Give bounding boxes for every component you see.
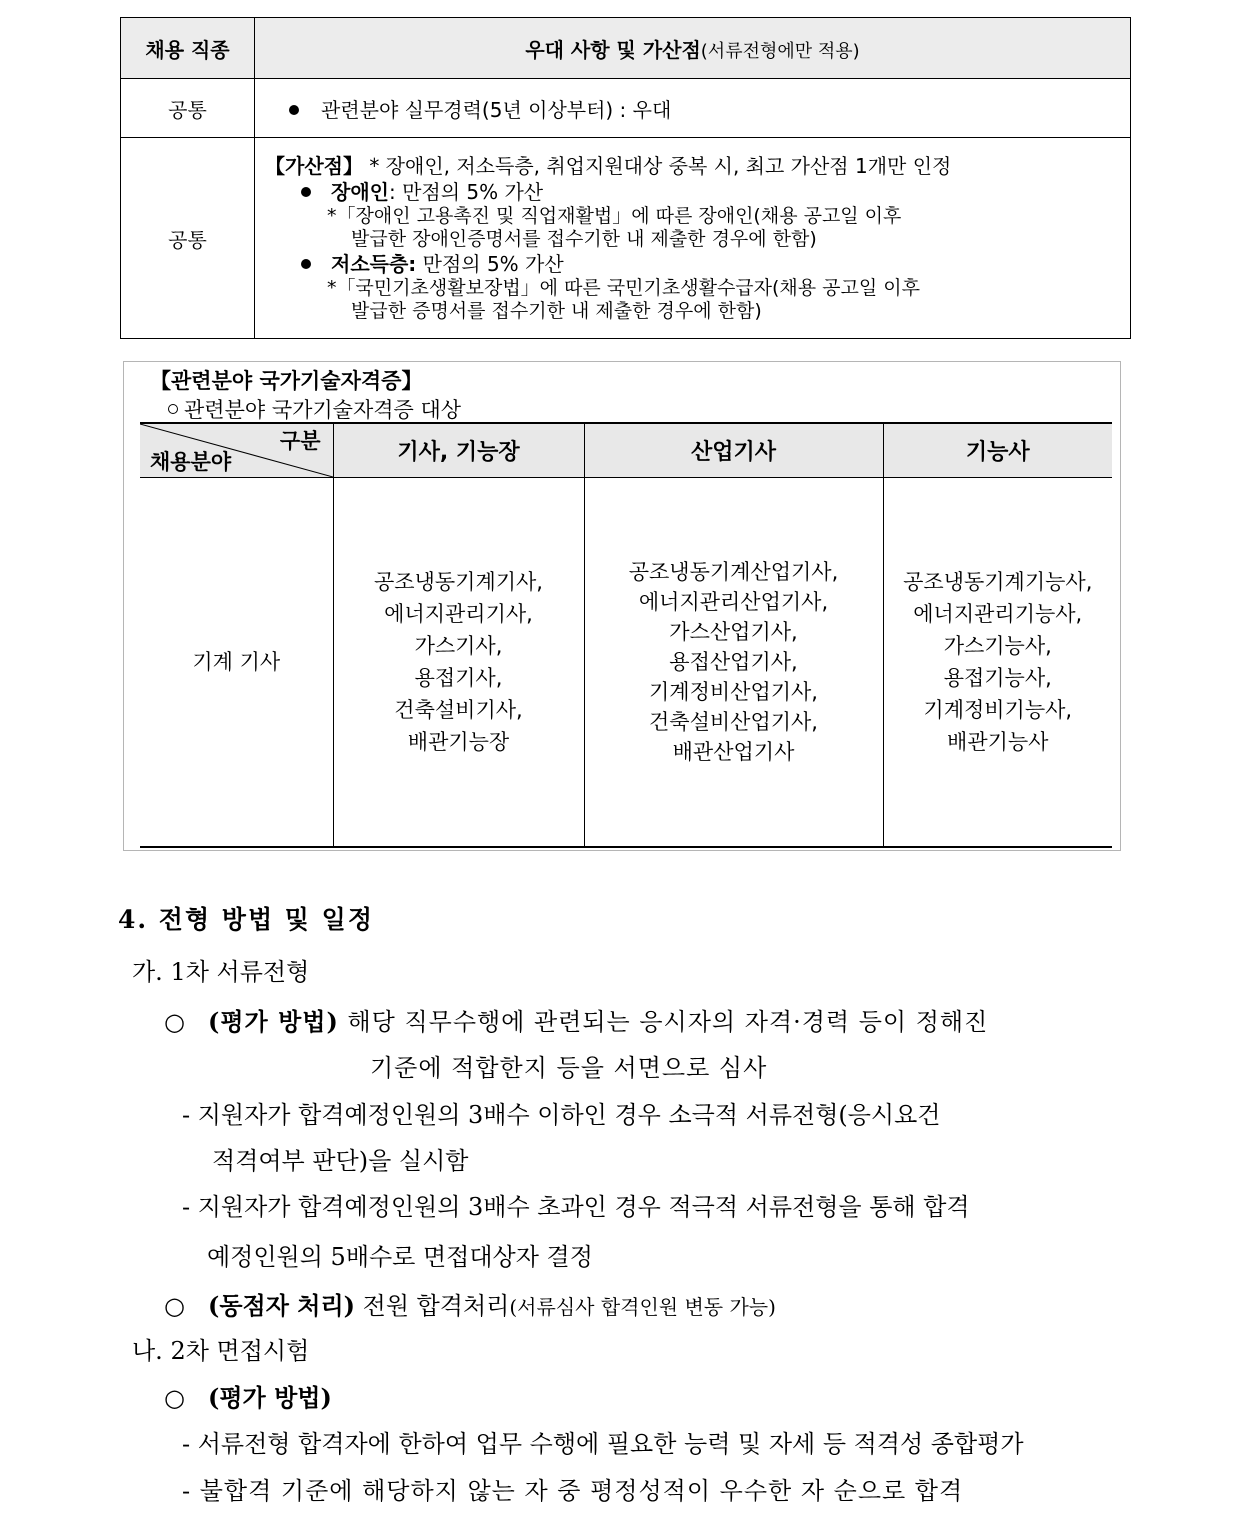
b-eval-line — [164, 1378, 332, 1413]
list-item: 기계정비산업기사, — [649, 680, 818, 704]
disabled-label: 장애인 — [331, 180, 389, 204]
circle-bullet-icon: ○ — [164, 1384, 185, 1412]
row2-category: 공통 — [121, 138, 255, 339]
craftsman-list — [883, 478, 1112, 848]
list-item: 공조냉동기계산업기사, — [628, 560, 839, 584]
certificate-table — [140, 422, 1112, 848]
list-item: 용접산업기사, — [669, 650, 798, 674]
header-preference-bold: 우대 사항 및 가산점 — [525, 37, 701, 62]
disabled-note-2: 발급한 장애인증명서를 접수기한 내 제출한 경우에 한함) — [351, 228, 817, 250]
subsection-a-title: 가. 1차 서류전형 — [132, 958, 310, 986]
bullet-icon — [289, 105, 299, 115]
low-income-text: 만점의 5% 가산 — [416, 252, 564, 276]
certificate-box — [123, 361, 1121, 851]
a-tie-label: (동점자 처리) — [208, 1291, 355, 1320]
certificate-table-row — [140, 478, 1112, 848]
row1-item: 관련분야 실무경력(5년 이상부터) : 우대 — [321, 97, 672, 122]
list-item: 건축설비기사, — [394, 698, 523, 722]
corner-label-top: 구분 — [279, 429, 321, 453]
corner-label-bottom: 채용분야 — [150, 450, 232, 474]
list-item: 가스산업기사, — [669, 620, 798, 644]
a-eval-label: (평가 방법) — [208, 1007, 339, 1036]
industrial-engineer-list — [584, 478, 883, 848]
header-preference-note: (서류전형에만 적용) — [700, 40, 860, 62]
column-header-engineer: 기사, 기능장 — [333, 423, 584, 478]
certificate-subtitle — [168, 394, 461, 424]
a-tie-text: 전원 합격처리 — [355, 1292, 510, 1320]
certificate-title: 【관련분야 국가기술자격증】 — [150, 369, 423, 393]
list-item: 공조냉동기계기능사, — [903, 570, 1093, 594]
list-item: 기계정비기능사, — [923, 698, 1073, 722]
list-item: 배관산업기사 — [672, 740, 795, 764]
bonus-title-note: * 장애인, 저소득층, 취업지원대상 중복 시, 최고 가산점 1개만 인정 — [369, 154, 952, 178]
certificate-subtitle-text: 관련분야 국가기술자격증 대상 — [184, 398, 462, 422]
a-eval-line-1 — [164, 1002, 988, 1037]
a-dash-2-line-1: - 지원자가 합격예정인원의 3배수 초과인 경우 적극적 서류전형을 통해 합격 — [182, 1193, 970, 1221]
column-header-craftsman: 기능사 — [883, 423, 1112, 478]
row1-category: 공통 — [121, 79, 255, 138]
b-dash-2: - 불합격 기준에 해당하지 않는 자 중 평정성적이 우수한 자 순으로 합격 — [182, 1477, 964, 1505]
engineer-list — [333, 478, 584, 848]
list-item: 에너지관리기능사, — [913, 602, 1083, 626]
section-heading: 4. 전형 방법 및 일정 — [118, 905, 374, 934]
disabled-note-1: *「장애인 고용촉진 및 직업재활법」에 따른 장애인(채용 공고일 이후 — [327, 205, 902, 227]
a-eval-text-1: 해당 직무수행에 관련되는 응시자의 자격·경력 등이 정해진 — [347, 1008, 989, 1036]
preference-table — [120, 17, 1131, 339]
list-item: 공조냉동기계기사, — [374, 570, 543, 594]
list-item: 에너지관리기사, — [384, 602, 533, 626]
bullet-icon — [301, 259, 311, 269]
list-item: 배관기능사 — [947, 730, 1049, 754]
low-income-label: 저소득층: — [331, 252, 417, 276]
preference-row-2 — [121, 138, 1131, 339]
list-item: 건축설비산업기사, — [649, 710, 818, 734]
disabled-text: : 만점의 5% 가산 — [388, 180, 544, 204]
subsection-b-title: 나. 2차 면접시험 — [132, 1337, 310, 1365]
circle-bullet-icon: ○ — [164, 1008, 186, 1036]
row1-content — [255, 79, 1131, 138]
header-preference — [255, 18, 1131, 79]
header-job-type: 채용 직종 — [121, 18, 255, 79]
circle-bullet-icon: ○ — [164, 1292, 185, 1320]
low-income-note-1: *「국민기초생활보장법」에 따른 국민기초생활수급자(채용 공고일 이후 — [327, 277, 920, 299]
b-dash-1: - 서류전형 합격자에 한하여 업무 수행에 필요한 능력 및 자세 등 적격성 종합평가 — [182, 1430, 1024, 1458]
column-header-industrial-engineer: 산업기사 — [584, 423, 883, 478]
preference-table-header — [121, 18, 1131, 79]
circle-bullet-icon — [168, 404, 178, 414]
field-cell: 기계 기사 — [140, 478, 333, 848]
bullet-icon — [301, 187, 311, 197]
a-tie-note: (서류심사 합격인원 변동 가능) — [509, 1295, 776, 1319]
list-item: 가스기능사, — [943, 634, 1052, 658]
row2-content — [255, 138, 1131, 339]
a-dash-1-line-1: - 지원자가 합격예정인원의 3배수 이하인 경우 소극적 서류전형(응시요건 — [182, 1101, 941, 1129]
b-eval-label: (평가 방법) — [208, 1383, 332, 1412]
list-item: 가스기사, — [414, 634, 503, 658]
diagonal-header-cell — [140, 423, 333, 478]
list-item: 용접기사, — [414, 666, 503, 690]
list-item: 용접기능사, — [943, 666, 1052, 690]
a-tie-line — [164, 1286, 776, 1321]
preference-row-1 — [121, 79, 1131, 138]
list-item: 배관기능장 — [407, 730, 510, 754]
a-dash-2-line-2: 예정인원의 5배수로 면접대상자 결정 — [207, 1243, 593, 1271]
low-income-note-2: 발급한 증명서를 접수기한 내 제출한 경우에 한함) — [351, 300, 762, 322]
certificate-table-header — [140, 423, 1112, 478]
list-item: 에너지관리산업기사, — [638, 590, 829, 614]
bonus-title: 【가산점】 — [265, 154, 363, 178]
a-dash-1-line-2: 적격여부 판단)을 실시함 — [212, 1147, 469, 1175]
a-eval-text-2: 기준에 적합한지 등을 서면으로 심사 — [370, 1054, 768, 1082]
